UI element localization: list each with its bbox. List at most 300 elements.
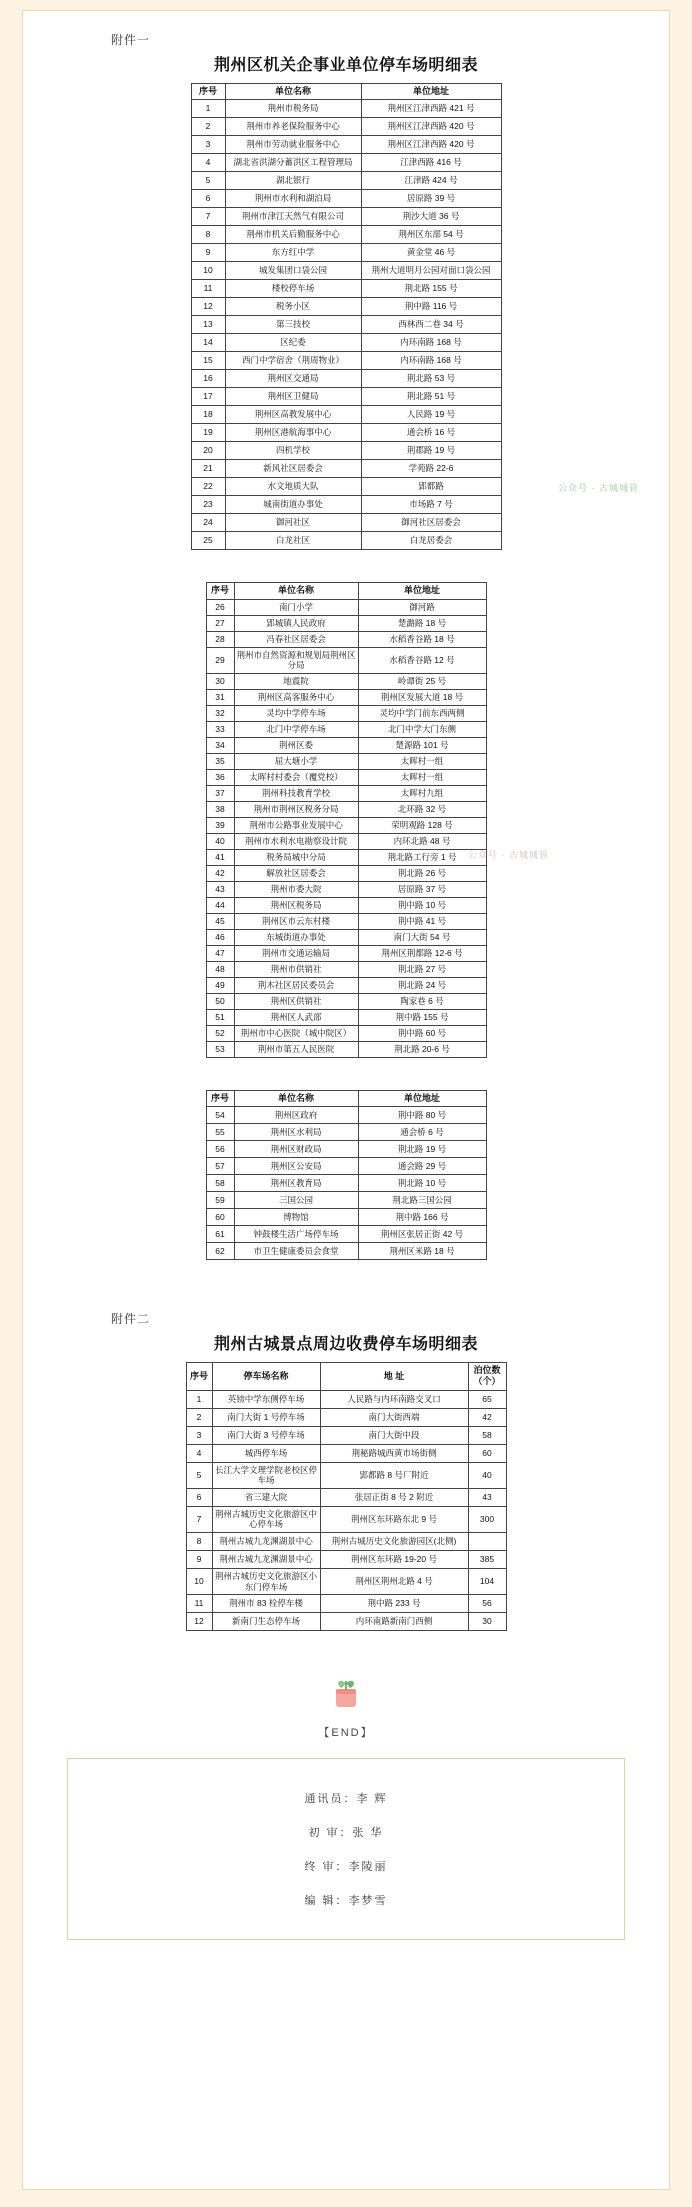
table-cell-0: 25 [191, 532, 225, 550]
table-row [206, 1226, 486, 1243]
table-row [206, 1124, 486, 1141]
table-cell-1: 荆州古城历史文化旅游区中心停车场 [212, 1506, 320, 1532]
table-cell-0: 21 [191, 460, 225, 478]
table-cell-1: 税务局城中分局 [234, 849, 358, 865]
table-cell-1: 荆州市委大院 [234, 881, 358, 897]
table-cell-2: 荆中路 155 号 [358, 1009, 486, 1025]
col-header-index: 序号 [206, 1090, 234, 1106]
table-cell-0: 6 [186, 1488, 212, 1506]
table-row [191, 478, 501, 496]
table-cell-0: 7 [191, 208, 225, 226]
col-header-unit-address: 单位地址 [358, 1090, 486, 1106]
parking-table-4 [186, 1362, 507, 1631]
table-cell-0: 55 [206, 1124, 234, 1141]
table-cell-0: 48 [206, 961, 234, 977]
table-cell-0: 10 [191, 262, 225, 280]
table-cell-1: 屈大塘小学 [234, 753, 358, 769]
table-cell-3: 40 [468, 1462, 506, 1488]
table-cell-0: 54 [206, 1107, 234, 1124]
table-cell-2: 荆州区江津西路 420 号 [361, 136, 501, 154]
table-cell-0: 11 [191, 280, 225, 298]
table-row [191, 388, 501, 406]
table-cell-0: 12 [186, 1613, 212, 1631]
table-cell-1: 荆州市水利和湖泊局 [225, 190, 361, 208]
table-cell-2: 内环南路新南门西侧 [320, 1613, 468, 1631]
table-row [206, 1141, 486, 1158]
table-cell-1: 四机学校 [225, 442, 361, 460]
plant-icon [323, 1667, 369, 1713]
table-row [191, 370, 501, 388]
document-body [22, 10, 670, 2190]
col-header-lot-name: 停车场名称 [212, 1363, 320, 1391]
table-cell-0: 52 [206, 1025, 234, 1041]
table-cell-0: 24 [191, 514, 225, 532]
col-header-unit-address: 单位地址 [361, 84, 501, 100]
table-cell-3: 30 [468, 1613, 506, 1631]
table-cell-1: 荆州区交通局 [225, 370, 361, 388]
table-header-row [206, 1090, 486, 1106]
col-header-index: 序号 [191, 84, 225, 100]
table-cell-0: 28 [206, 631, 234, 647]
table-row [206, 1041, 486, 1057]
table-cell-1: 荆州市公路事业发展中心 [234, 817, 358, 833]
table-row [206, 865, 486, 881]
table-cell-0: 38 [206, 801, 234, 817]
table-cell-0: 1 [191, 100, 225, 118]
table-cell-1: 新风社区居委会 [225, 460, 361, 478]
table-row [206, 817, 486, 833]
table-cell-0: 60 [206, 1209, 234, 1226]
table-row [206, 897, 486, 913]
table-cell-0: 57 [206, 1158, 234, 1175]
table-cell-0: 3 [186, 1426, 212, 1444]
parking-table-2 [206, 582, 487, 1058]
table-cell-1: 荆州区财政局 [234, 1141, 358, 1158]
table-cell-1: 灵均中学停车场 [234, 705, 358, 721]
table-cell-1: 荆州区水利局 [234, 1124, 358, 1141]
table-cell-0: 8 [191, 226, 225, 244]
table-cell-1: 城西停车场 [212, 1444, 320, 1462]
table-cell-2: 荆州区荆都路 12-6 号 [358, 945, 486, 961]
credit-first-review: 初 审：张 华 [308, 1827, 384, 1840]
table-cell-2: 荆中路 60 号 [358, 1025, 486, 1041]
table-cell-2: 荆州区江津西路 421 号 [361, 100, 501, 118]
table-cell-2: 荆北路 19 号 [358, 1141, 486, 1158]
table-cell-0: 2 [191, 118, 225, 136]
table-row [191, 262, 501, 280]
table-cell-2: 荆中路 41 号 [358, 913, 486, 929]
table-row [191, 244, 501, 262]
table-cell-1: 荆州区卫健局 [225, 388, 361, 406]
table-row [186, 1426, 506, 1444]
table-cell-1: 荆州区政府 [234, 1107, 358, 1124]
table-row [191, 226, 501, 244]
table-cell-2: 荆秘路城西黄市场街侧 [320, 1444, 468, 1462]
table-cell-1: 南门大街 3 号停车场 [212, 1426, 320, 1444]
table-cell-1: 博物馆 [234, 1209, 358, 1226]
table-row [206, 1158, 486, 1175]
table-row [206, 599, 486, 615]
table-cell-2: 荆州区江津西路 420 号 [361, 118, 501, 136]
table-cell-0: 9 [191, 244, 225, 262]
table-row [191, 298, 501, 316]
table-row [206, 929, 486, 945]
table-cell-0: 34 [206, 737, 234, 753]
table-cell-0: 5 [191, 172, 225, 190]
table-cell-2: 通会桥 6 号 [358, 1124, 486, 1141]
table-cell-2: 荆郡路 19 号 [361, 442, 501, 460]
table-cell-1: 荆州科技教育学校 [234, 785, 358, 801]
table-cell-2: 张居正街 8 号 2 附近 [320, 1488, 468, 1506]
table-cell-0: 35 [206, 753, 234, 769]
table-cell-0: 23 [191, 496, 225, 514]
table-cell-1: 解放社区居委会 [234, 865, 358, 881]
table-row [186, 1444, 506, 1462]
table-row [191, 118, 501, 136]
table-cell-0: 61 [206, 1226, 234, 1243]
table-cell-1: 水文地质大队 [225, 478, 361, 496]
table-row [206, 1009, 486, 1025]
table-row [191, 460, 501, 478]
table-cell-2: 荆州区米路 18 号 [358, 1243, 486, 1260]
table-cell-1: 湖北省洪湖分蓄洪区工程管理局 [225, 154, 361, 172]
table-cell-2: 通会桥 16 号 [361, 424, 501, 442]
table-row [191, 100, 501, 118]
table-row [186, 1551, 506, 1569]
table-cell-0: 31 [206, 689, 234, 705]
table-cell-2: 内环南路 168 号 [361, 334, 501, 352]
table-row [206, 615, 486, 631]
table-cell-2: 荆北路 20-6 号 [358, 1041, 486, 1057]
table-row [206, 801, 486, 817]
col-header-unit-name: 单位名称 [234, 583, 358, 599]
table-row [186, 1595, 506, 1613]
table-cell-2: 荆中路 233 号 [320, 1595, 468, 1613]
table-cell-1: 第三技校 [225, 316, 361, 334]
table-row [206, 1025, 486, 1041]
table-cell-2: 荆州区张居正街 42 号 [358, 1226, 486, 1243]
table-row [206, 1107, 486, 1124]
table-cell-0: 59 [206, 1192, 234, 1209]
table-cell-0: 32 [206, 705, 234, 721]
col-header-unit-name: 单位名称 [225, 84, 361, 100]
table-row [206, 673, 486, 689]
table-cell-1: 荆州区人武部 [234, 1009, 358, 1025]
table-cell-3: 104 [468, 1569, 506, 1595]
table-cell-2: 居原路 37 号 [358, 881, 486, 897]
table-cell-0: 22 [191, 478, 225, 496]
table-cell-1: 长江大学文理学院老校区停车场 [212, 1462, 320, 1488]
table-cell-2: 岭谭街 25 号 [358, 673, 486, 689]
table-cell-2: 南门大街西端 [320, 1408, 468, 1426]
table-cell-0: 51 [206, 1009, 234, 1025]
credit-reporter: 通讯员：李 辉 [304, 1793, 388, 1806]
table-cell-1: 南门小学 [234, 599, 358, 615]
table-cell-0: 50 [206, 993, 234, 1009]
table-cell-1: 荆州古城九龙渊湖景中心 [212, 1533, 320, 1551]
table-row [191, 496, 501, 514]
table-cell-0: 37 [206, 785, 234, 801]
table-cell-2: 居原路 39 号 [361, 190, 501, 208]
table-cell-1: 税务小区 [225, 298, 361, 316]
table-cell-0: 30 [206, 673, 234, 689]
table-row [186, 1488, 506, 1506]
table-cell-2: 荆北路 51 号 [361, 388, 501, 406]
table-cell-0: 20 [191, 442, 225, 460]
table-cell-1: 荆州区高客服务中心 [234, 689, 358, 705]
table-cell-1: 荆州区公安局 [234, 1158, 358, 1175]
credits-box [67, 1758, 625, 1940]
table-row [206, 881, 486, 897]
table-cell-0: 46 [206, 929, 234, 945]
table-cell-2: 北环路 32 号 [358, 801, 486, 817]
table-cell-1: 荆州市交通运输局 [234, 945, 358, 961]
table-cell-0: 6 [191, 190, 225, 208]
col-header-address: 地 址 [320, 1363, 468, 1391]
table-cell-2: 学苑路 22-6 [361, 460, 501, 478]
table-cell-1: 省三建大院 [212, 1488, 320, 1506]
table-cell-2: 荆北路 53 号 [361, 370, 501, 388]
table-cell-1: 荆州区委 [234, 737, 358, 753]
table-row [186, 1506, 506, 1532]
table-row [186, 1462, 506, 1488]
table-cell-1: 白龙社区 [225, 532, 361, 550]
table-row [186, 1408, 506, 1426]
table-cell-1: 荆州市税务局 [225, 100, 361, 118]
table-row [191, 352, 501, 370]
table-cell-1: 荆州市荆州区税务分局 [234, 801, 358, 817]
parking-table-1 [191, 83, 502, 550]
table-cell-1: 郢城镇人民政府 [234, 615, 358, 631]
table-row [186, 1533, 506, 1551]
table-cell-0: 8 [186, 1533, 212, 1551]
table-cell-0: 2 [186, 1408, 212, 1426]
table-cell-0: 56 [206, 1141, 234, 1158]
table-cell-1: 荆州市机关后勤服务中心 [225, 226, 361, 244]
table-cell-1: 湖北银行 [225, 172, 361, 190]
table-cell-2: 楚潞路 18 号 [358, 615, 486, 631]
table-cell-2: 荣明观路 128 号 [358, 817, 486, 833]
table-cell-2: 荆北路工行旁 1 号 [358, 849, 486, 865]
table-row [191, 442, 501, 460]
table-row [191, 424, 501, 442]
table-cell-1: 御河社区 [225, 514, 361, 532]
table-cell-0: 29 [206, 647, 234, 673]
table-row [191, 190, 501, 208]
table-row [206, 753, 486, 769]
table-cell-0: 7 [186, 1506, 212, 1532]
table-cell-2: 江津路 424 号 [361, 172, 501, 190]
parking-table-4-body [186, 1390, 506, 1631]
table-header-row [206, 583, 486, 599]
table-row [206, 721, 486, 737]
table-cell-0: 49 [206, 977, 234, 993]
table-cell-0: 9 [186, 1551, 212, 1569]
table-cell-2: 陶家巷 6 号 [358, 993, 486, 1009]
table-cell-0: 18 [191, 406, 225, 424]
table-cell-2: 荆沙大道 36 号 [361, 208, 501, 226]
col-header-capacity: 泊位数（个） [468, 1363, 506, 1391]
table-cell-1: 北门中学停车场 [234, 721, 358, 737]
table-cell-0: 4 [186, 1444, 212, 1462]
table-cell-2: 荆州大道明月公园对面口袋公园 [361, 262, 501, 280]
table-cell-2: 南门大街中段 [320, 1426, 468, 1444]
table-cell-3: 300 [468, 1506, 506, 1532]
table-cell-0: 36 [206, 769, 234, 785]
table-cell-0: 14 [191, 334, 225, 352]
table-cell-1: 荆州区教育局 [234, 1175, 358, 1192]
table-cell-1: 荆州区税务局 [234, 897, 358, 913]
table-row [206, 977, 486, 993]
table-cell-1: 荆州古城历史文化旅游区小东门停车场 [212, 1569, 320, 1595]
attachment-1-table-part-3 [23, 1090, 669, 1260]
table-cell-2: 荆北路 155 号 [361, 280, 501, 298]
table-cell-2: 西林西二巷 34 号 [361, 316, 501, 334]
table-cell-1: 东城街道办事处 [234, 929, 358, 945]
table-row [191, 154, 501, 172]
attachment-1-label: 附件一 [111, 33, 151, 47]
table-cell-2: 郢都路 [361, 478, 501, 496]
table-cell-0: 42 [206, 865, 234, 881]
table-cell-0: 41 [206, 849, 234, 865]
parking-table-3 [206, 1090, 487, 1260]
table-row [206, 705, 486, 721]
table-cell-2: 市场路 7 号 [361, 496, 501, 514]
table-row [206, 945, 486, 961]
table-cell-2: 南门大街 54 号 [358, 929, 486, 945]
table-cell-2: 荆北路 24 号 [358, 977, 486, 993]
parking-table-2-body [206, 599, 486, 1057]
table-cell-1: 东方红中学 [225, 244, 361, 262]
table-cell-1: 荆州市供销社 [234, 961, 358, 977]
table-cell-2: 御河社区居委会 [361, 514, 501, 532]
table-cell-2: 水稻香谷路 12 号 [358, 647, 486, 673]
table-cell-0: 58 [206, 1175, 234, 1192]
end-label: 【END】 [318, 1727, 374, 1740]
table-cell-1: 荆州区市云东村楼 [234, 913, 358, 929]
table-cell-3 [468, 1533, 506, 1551]
table-cell-1: 三国公园 [234, 1192, 358, 1209]
table-row [191, 406, 501, 424]
table-cell-3: 385 [468, 1551, 506, 1569]
table-cell-0: 17 [191, 388, 225, 406]
table-cell-1: 城南街道办事处 [225, 496, 361, 514]
table-row [206, 849, 486, 865]
table-cell-1: 太晖村村委会（覆党校） [234, 769, 358, 785]
table-cell-2: 江津西路 416 号 [361, 154, 501, 172]
table-cell-3: 60 [468, 1444, 506, 1462]
table-header-row [186, 1363, 506, 1391]
table-cell-1: 荆木社区居民委员会 [234, 977, 358, 993]
attachment-1-table-part-2 [23, 582, 669, 1058]
table-cell-1: 城发集团口袋公园 [225, 262, 361, 280]
table-header-row [191, 84, 501, 100]
table-cell-1: 区纪委 [225, 334, 361, 352]
parking-table-1-body [191, 100, 501, 550]
table-row [206, 1192, 486, 1209]
table-row [206, 737, 486, 753]
table-cell-1: 英镑中学东侧停车场 [212, 1390, 320, 1408]
table-row [191, 514, 501, 532]
table-row [186, 1390, 506, 1408]
table-cell-0: 53 [206, 1041, 234, 1057]
table-cell-1: 南门大街 1 号停车场 [212, 1408, 320, 1426]
table-cell-2: 荆北路三国公园 [358, 1192, 486, 1209]
table-cell-1: 荆州市水利水电勘察设计院 [234, 833, 358, 849]
attachment-1-title: 荆州区机关企事业单位停车场明细表 [213, 57, 478, 74]
table-cell-2: 荆州区荆州北路 4 号 [320, 1569, 468, 1595]
table-cell-0: 16 [191, 370, 225, 388]
table-cell-0: 39 [206, 817, 234, 833]
credit-final-review: 终 审：李陵丽 [304, 1861, 388, 1874]
table-row [206, 631, 486, 647]
table-cell-2: 荆州区东环路 19-20 号 [320, 1551, 468, 1569]
table-cell-3: 65 [468, 1390, 506, 1408]
table-cell-0: 43 [206, 881, 234, 897]
table-cell-2: 黄金堂 46 号 [361, 244, 501, 262]
table-cell-1: 地震院 [234, 673, 358, 689]
table-cell-3: 43 [468, 1488, 506, 1506]
table-cell-2: 太晖村一组 [358, 753, 486, 769]
table-row [206, 961, 486, 977]
col-header-index: 序号 [206, 583, 234, 599]
table-cell-2: 荆州区发展大道 18 号 [358, 689, 486, 705]
table-cell-2: 荆州区东部 54 号 [361, 226, 501, 244]
table-row [191, 172, 501, 190]
table-cell-1: 荆州区港航海事中心 [225, 424, 361, 442]
table-cell-0: 33 [206, 721, 234, 737]
table-cell-2: 荆中路 116 号 [361, 298, 501, 316]
table-cell-0: 12 [191, 298, 225, 316]
table-cell-0: 19 [191, 424, 225, 442]
table-row [206, 1243, 486, 1260]
table-cell-2: 灵均中学门前东西两侧 [358, 705, 486, 721]
table-cell-0: 1 [186, 1390, 212, 1408]
table-cell-1: 市卫生健康委员会食堂 [234, 1243, 358, 1260]
table-cell-1: 冯春社区居委会 [234, 631, 358, 647]
table-cell-0: 5 [186, 1462, 212, 1488]
watermark-2: 公众号 · 古城城管 [468, 850, 549, 860]
table-row [206, 769, 486, 785]
table-cell-1: 楼校停车场 [225, 280, 361, 298]
table-cell-2: 北门中学大门东侧 [358, 721, 486, 737]
table-cell-0: 15 [191, 352, 225, 370]
table-cell-2: 郢都路 8 号厂附近 [320, 1462, 468, 1488]
table-cell-1: 荆州市养老保险服务中心 [225, 118, 361, 136]
watermark-1: 公众号 · 古城城管 [558, 483, 639, 493]
table-cell-0: 27 [206, 615, 234, 631]
table-cell-1: 荆州古城九龙渊湖景中心 [212, 1551, 320, 1569]
col-header-unit-name: 单位名称 [234, 1090, 358, 1106]
table-cell-1: 新南门生态停车场 [212, 1613, 320, 1631]
table-cell-2: 荆州古城历史文化旅游园区(北侧) [320, 1533, 468, 1551]
table-cell-2: 太晖村九组 [358, 785, 486, 801]
table-row [191, 532, 501, 550]
table-row [191, 208, 501, 226]
col-header-unit-address: 单位地址 [358, 583, 486, 599]
table-row [191, 280, 501, 298]
table-cell-2: 楚源路 101 号 [358, 737, 486, 753]
table-cell-0: 11 [186, 1595, 212, 1613]
table-cell-2: 内环南路 168 号 [361, 352, 501, 370]
table-cell-1: 钟鼓楼生活广场停车场 [234, 1226, 358, 1243]
attachment-2-label: 附件二 [111, 1312, 151, 1326]
table-cell-2: 荆州区东环路东北 9 号 [320, 1506, 468, 1532]
table-cell-3: 58 [468, 1426, 506, 1444]
parking-table-3-body [206, 1107, 486, 1260]
table-cell-1: 荆州市自然资源和规划局荆州区分局 [234, 647, 358, 673]
table-cell-2: 御河路 [358, 599, 486, 615]
